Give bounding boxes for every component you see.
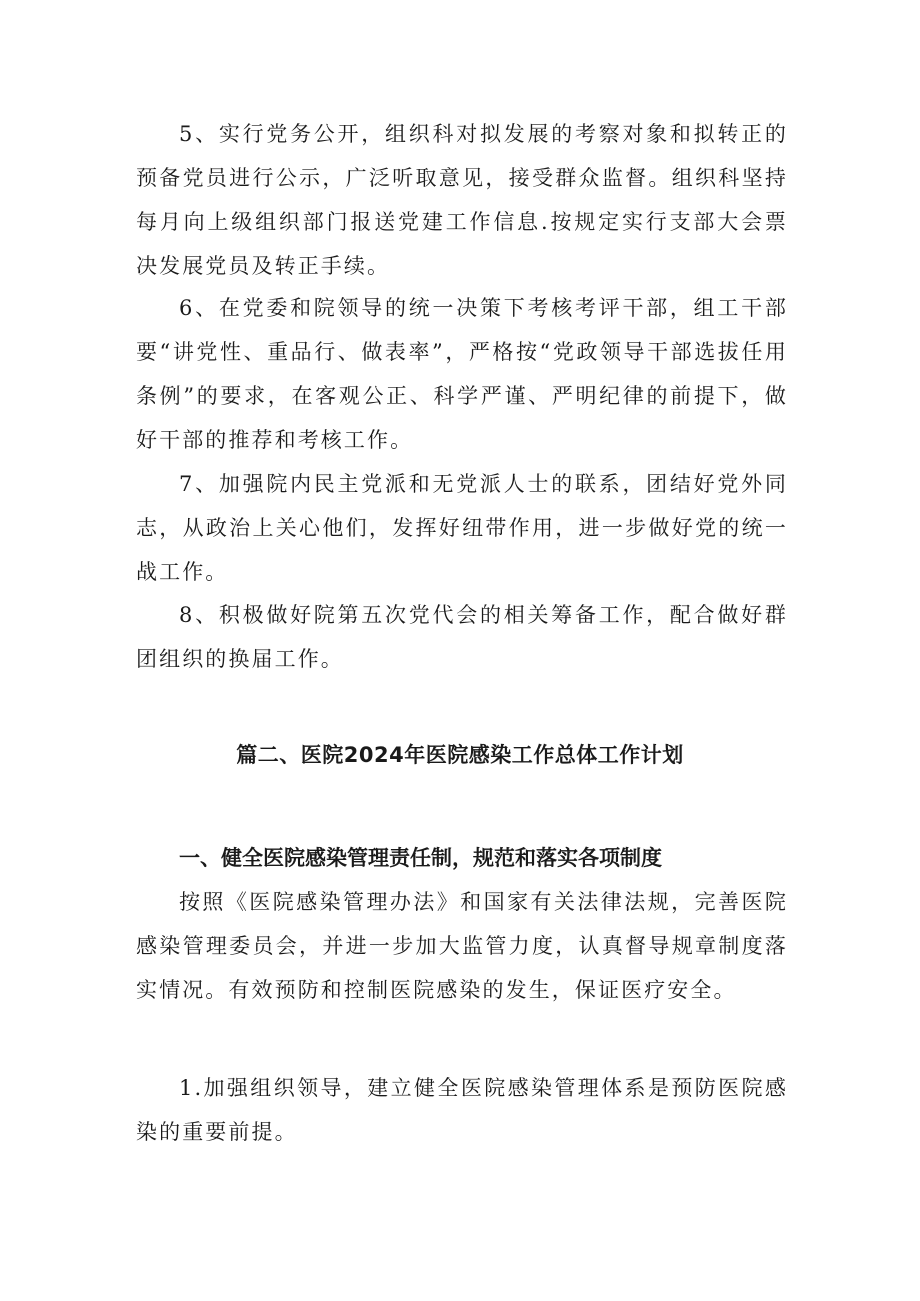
paragraph-item-5: 5、实行党务公开，组织科对拟发展的考察对象和拟转正的预备党员进行公示，广泛听取意见，接受群众监督。组织科坚持每月向上级组织部门报送党建工作信息.按规定实行支部大会票决发展党员及转正手续。	[136, 122, 788, 278]
paragraph-item-6: 6、在党委和院领导的统一决策下考核考评干部，组工干部要“讲党性、重品行、做表率”，严格按“党政领导干部选拔任用条例”的要求，在客观公正、科学严谨、严明纪律的前提下，做好干部的推荐和考核工作。	[136, 296, 788, 452]
paragraph-item-8: 8、积极做好院第五次党代会的相关筹备工作，配合做好群团组织的换届工作。	[136, 603, 788, 671]
paragraph-item-1: 1.加强组织领导，建立健全医院感染管理体系是预防医院感染的重要前提。	[136, 1076, 788, 1144]
intro-paragraph: 按照《医院感染管理办法》和国家有关法律法规，完善医院感染管理委员会，并进一步加大监管力度，认真督导规章制度落实情况。有效预防和控制医院感染的发生，保证医疗安全。	[136, 890, 788, 1002]
subsection-title: 一、健全医院感染管理责任制，规范和落实各项制度	[179, 846, 662, 870]
section-title: 篇二、医院2024年医院感染工作总体工作计划	[236, 743, 684, 767]
paragraph-item-7: 7、加强院内民主党派和无党派人士的联系，团结好党外同志，从政治上关心他们，发挥好纽带作用，进一步做好党的统一战工作。	[136, 472, 788, 584]
